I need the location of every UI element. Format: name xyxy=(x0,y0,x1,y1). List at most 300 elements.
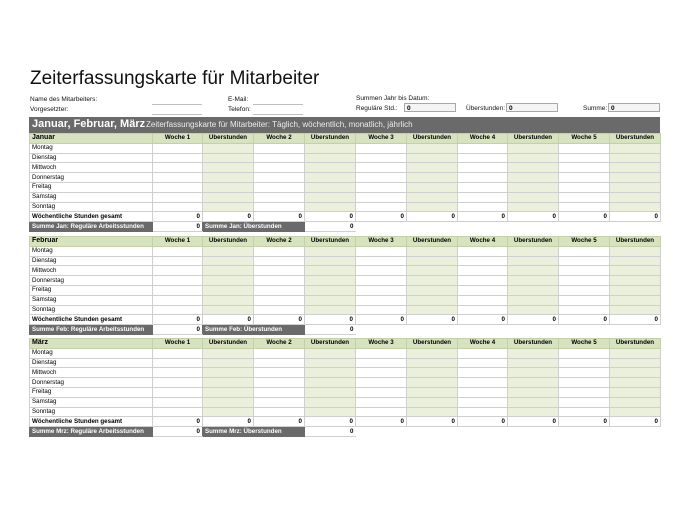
week-header: Woche 2 xyxy=(254,134,305,144)
overtime-cell[interactable] xyxy=(203,348,254,358)
hours-cell[interactable] xyxy=(356,173,407,183)
hours-cell[interactable] xyxy=(254,163,305,173)
hours-cell[interactable] xyxy=(254,182,305,192)
hours-cell[interactable] xyxy=(458,256,508,266)
overtime-cell[interactable] xyxy=(610,305,661,315)
weekly-total-value: 0 xyxy=(610,315,661,325)
weekly-total-value: 0 xyxy=(458,315,508,325)
overtime-cell[interactable] xyxy=(203,202,254,212)
overtime-cell[interactable] xyxy=(407,163,458,173)
overtime-cell[interactable] xyxy=(407,276,458,286)
hours-cell[interactable] xyxy=(356,295,407,305)
overtime-cell[interactable] xyxy=(305,163,356,173)
overtime-cell[interactable] xyxy=(508,368,559,378)
empty-cell xyxy=(610,427,661,437)
hours-cell[interactable] xyxy=(153,202,203,212)
empty-cell xyxy=(559,222,610,232)
overtime-cell[interactable] xyxy=(305,266,356,276)
overtime-cell[interactable] xyxy=(305,407,356,417)
hours-cell[interactable] xyxy=(254,407,305,417)
hours-cell[interactable] xyxy=(356,153,407,163)
overtime-header: Überstunden xyxy=(508,339,559,349)
hours-cell[interactable] xyxy=(254,192,305,202)
hours-cell[interactable] xyxy=(356,182,407,192)
hours-cell[interactable] xyxy=(254,276,305,286)
hours-cell[interactable] xyxy=(458,397,508,407)
overtime-header: Überstunden xyxy=(407,237,458,247)
overtime-cell[interactable] xyxy=(508,202,559,212)
hours-cell[interactable] xyxy=(559,173,610,183)
hours-cell[interactable] xyxy=(153,153,203,163)
overtime-cell[interactable] xyxy=(610,378,661,388)
hours-cell[interactable] xyxy=(153,192,203,202)
weekly-total-value: 0 xyxy=(610,417,661,427)
hours-cell[interactable] xyxy=(458,295,508,305)
overtime-header: Überstunden xyxy=(508,134,559,144)
hours-cell[interactable] xyxy=(559,163,610,173)
hours-cell[interactable] xyxy=(356,407,407,417)
overtime-cell[interactable] xyxy=(305,358,356,368)
weekly-total-label: Wöchentliche Stunden gesamt xyxy=(30,315,153,325)
overtime-cell[interactable] xyxy=(508,387,559,397)
hours-cell[interactable] xyxy=(458,285,508,295)
ytd-heading: Summen Jahr bis Datum: xyxy=(356,95,430,102)
hours-cell[interactable] xyxy=(559,256,610,266)
overtime-cell[interactable] xyxy=(203,266,254,276)
day-label: Mittwoch xyxy=(30,163,153,173)
hours-cell[interactable] xyxy=(153,173,203,183)
overtime-cell[interactable] xyxy=(407,246,458,256)
empty-cell xyxy=(356,222,407,232)
hours-cell[interactable] xyxy=(254,143,305,153)
day-label: Samstag xyxy=(30,192,153,202)
hours-cell[interactable] xyxy=(559,143,610,153)
overtime-cell[interactable] xyxy=(610,192,661,202)
hours-cell[interactable] xyxy=(254,285,305,295)
hours-cell[interactable] xyxy=(559,202,610,212)
hours-cell[interactable] xyxy=(254,358,305,368)
sum-regular-label: Summe Jan: Reguläre Arbeitsstunden xyxy=(30,222,153,232)
overtime-cell[interactable] xyxy=(508,192,559,202)
hours-cell[interactable] xyxy=(356,246,407,256)
weekly-total-value: 0 xyxy=(458,212,508,222)
month-name: März xyxy=(30,339,153,349)
overtime-cell[interactable] xyxy=(610,163,661,173)
overtime-cell[interactable] xyxy=(508,407,559,417)
empty-cell xyxy=(407,325,458,335)
hours-cell[interactable] xyxy=(559,358,610,368)
empty-cell xyxy=(508,427,559,437)
overtime-cell[interactable] xyxy=(305,192,356,202)
overtime-cell[interactable] xyxy=(203,368,254,378)
overtime-cell[interactable] xyxy=(305,397,356,407)
hours-cell[interactable] xyxy=(458,348,508,358)
empty-cell xyxy=(559,325,610,335)
weekly-total-value: 0 xyxy=(153,417,203,427)
day-label: Montag xyxy=(30,143,153,153)
overtime-header: Überstunden xyxy=(305,134,356,144)
hours-cell[interactable] xyxy=(254,202,305,212)
hours-cell[interactable] xyxy=(153,378,203,388)
day-label: Montag xyxy=(30,246,153,256)
overtime-cell[interactable] xyxy=(203,246,254,256)
hours-cell[interactable] xyxy=(153,285,203,295)
overtime-cell[interactable] xyxy=(407,173,458,183)
overtime-header: Überstunden xyxy=(203,339,254,349)
overtime-cell[interactable] xyxy=(407,368,458,378)
hours-cell[interactable] xyxy=(254,378,305,388)
overtime-cell[interactable] xyxy=(203,285,254,295)
hours-cell[interactable] xyxy=(559,368,610,378)
overtime-cell[interactable] xyxy=(305,202,356,212)
overtime-header: Überstunden xyxy=(407,134,458,144)
weekly-total-value: 0 xyxy=(305,212,356,222)
overtime-cell[interactable] xyxy=(407,407,458,417)
overtime-cell[interactable] xyxy=(305,256,356,266)
hours-cell[interactable] xyxy=(458,387,508,397)
overtime-cell[interactable] xyxy=(305,182,356,192)
hours-cell[interactable] xyxy=(356,192,407,202)
hours-cell[interactable] xyxy=(356,266,407,276)
overtime-cell[interactable] xyxy=(407,397,458,407)
hours-cell[interactable] xyxy=(254,153,305,163)
hours-cell[interactable] xyxy=(153,397,203,407)
day-label: Sonntag xyxy=(30,202,153,212)
overtime-cell[interactable] xyxy=(508,305,559,315)
hours-cell[interactable] xyxy=(254,173,305,183)
employee-name-field[interactable] xyxy=(152,104,202,105)
hours-cell[interactable] xyxy=(254,305,305,315)
overtime-cell[interactable] xyxy=(508,173,559,183)
empty-cell xyxy=(356,427,407,437)
hours-cell[interactable] xyxy=(356,387,407,397)
hours-cell[interactable] xyxy=(153,276,203,286)
sum-regular-value: 0 xyxy=(153,325,203,335)
week-header: Woche 1 xyxy=(153,237,203,247)
overtime-cell[interactable] xyxy=(203,305,254,315)
week-header: Woche 3 xyxy=(356,134,407,144)
quarter-subtitle: Zeiterfassungskarte für Mitarbeiter: Täglich, wöchentlich, monatlich, jährlich xyxy=(146,120,413,129)
ytd-total-label: Summe: xyxy=(583,105,608,112)
overtime-header: Überstunden xyxy=(508,237,559,247)
day-label: Donnerstag xyxy=(30,378,153,388)
hours-cell[interactable] xyxy=(356,368,407,378)
month-table-0 xyxy=(29,133,661,232)
hours-cell[interactable] xyxy=(356,285,407,295)
overtime-cell[interactable] xyxy=(305,143,356,153)
day-label: Freitag xyxy=(30,387,153,397)
hours-cell[interactable] xyxy=(356,305,407,315)
hours-cell[interactable] xyxy=(559,387,610,397)
overtime-cell[interactable] xyxy=(508,276,559,286)
overtime-cell[interactable] xyxy=(610,348,661,358)
hours-cell[interactable] xyxy=(153,407,203,417)
week-header: Woche 4 xyxy=(458,339,508,349)
hours-cell[interactable] xyxy=(356,163,407,173)
overtime-header: Überstunden xyxy=(407,339,458,349)
overtime-cell[interactable] xyxy=(305,305,356,315)
empty-cell xyxy=(407,222,458,232)
week-header: Woche 4 xyxy=(458,237,508,247)
overtime-cell[interactable] xyxy=(407,143,458,153)
day-label: Dienstag xyxy=(30,256,153,266)
hours-cell[interactable] xyxy=(254,348,305,358)
empty-cell xyxy=(610,222,661,232)
overtime-cell[interactable] xyxy=(610,276,661,286)
week-header: Woche 5 xyxy=(559,134,610,144)
hours-cell[interactable] xyxy=(254,387,305,397)
day-label: Sonntag xyxy=(30,407,153,417)
overtime-cell[interactable] xyxy=(407,153,458,163)
supervisor-label: Vorgesetzter: xyxy=(30,106,69,113)
hours-cell[interactable] xyxy=(356,348,407,358)
overtime-cell[interactable] xyxy=(610,285,661,295)
overtime-cell[interactable] xyxy=(305,276,356,286)
hours-cell[interactable] xyxy=(458,305,508,315)
overtime-cell[interactable] xyxy=(305,295,356,305)
weekly-total-value: 0 xyxy=(508,417,559,427)
weekly-total-value: 0 xyxy=(203,212,254,222)
hours-cell[interactable] xyxy=(153,266,203,276)
weekly-total-value: 0 xyxy=(203,417,254,427)
overtime-cell[interactable] xyxy=(610,407,661,417)
overtime-cell[interactable] xyxy=(407,295,458,305)
overtime-cell[interactable] xyxy=(610,295,661,305)
weekly-total-value: 0 xyxy=(559,417,610,427)
sum-regular-value: 0 xyxy=(153,427,203,437)
hours-cell[interactable] xyxy=(153,182,203,192)
overtime-cell[interactable] xyxy=(203,276,254,286)
hours-cell[interactable] xyxy=(254,368,305,378)
overtime-cell[interactable] xyxy=(407,348,458,358)
weekly-total-value: 0 xyxy=(153,315,203,325)
hours-cell[interactable] xyxy=(458,182,508,192)
sum-overtime-label: Summe Feb: Überstunden xyxy=(203,325,305,335)
page-title: Zeiterfassungskarte für Mitarbeiter xyxy=(30,68,320,89)
overtime-header: Überstunden xyxy=(305,237,356,247)
hours-cell[interactable] xyxy=(356,143,407,153)
overtime-cell[interactable] xyxy=(203,153,254,163)
hours-cell[interactable] xyxy=(458,276,508,286)
supervisor-field[interactable] xyxy=(152,114,202,115)
overtime-cell[interactable] xyxy=(508,358,559,368)
overtime-header: Überstunden xyxy=(610,339,661,349)
hours-cell[interactable] xyxy=(559,285,610,295)
overtime-cell[interactable] xyxy=(508,143,559,153)
empty-cell xyxy=(559,427,610,437)
overtime-cell[interactable] xyxy=(407,192,458,202)
hours-cell[interactable] xyxy=(254,246,305,256)
hours-cell[interactable] xyxy=(559,378,610,388)
overtime-cell[interactable] xyxy=(407,266,458,276)
overtime-cell[interactable] xyxy=(610,143,661,153)
overtime-cell[interactable] xyxy=(610,173,661,183)
hours-cell[interactable] xyxy=(458,192,508,202)
overtime-cell[interactable] xyxy=(203,163,254,173)
hours-cell[interactable] xyxy=(356,397,407,407)
hours-cell[interactable] xyxy=(559,295,610,305)
overtime-cell[interactable] xyxy=(508,246,559,256)
overtime-cell[interactable] xyxy=(407,378,458,388)
hours-cell[interactable] xyxy=(559,397,610,407)
overtime-cell[interactable] xyxy=(508,295,559,305)
overtime-cell[interactable] xyxy=(407,256,458,266)
ytd-overtime-label: Überstunden: xyxy=(466,105,506,112)
sum-overtime-label: Summe Jan: Überstunden xyxy=(203,222,305,232)
week-header: Woche 2 xyxy=(254,339,305,349)
overtime-cell[interactable] xyxy=(203,173,254,183)
hours-cell[interactable] xyxy=(458,143,508,153)
hours-cell[interactable] xyxy=(458,358,508,368)
hours-cell[interactable] xyxy=(356,378,407,388)
overtime-cell[interactable] xyxy=(407,358,458,368)
empty-cell xyxy=(407,427,458,437)
weekly-total-value: 0 xyxy=(356,417,407,427)
overtime-cell[interactable] xyxy=(407,202,458,212)
weekly-total-label: Wöchentliche Stunden gesamt xyxy=(30,212,153,222)
overtime-cell[interactable] xyxy=(508,182,559,192)
ytd-total-value: 0 xyxy=(608,103,660,112)
overtime-cell[interactable] xyxy=(305,387,356,397)
overtime-cell[interactable] xyxy=(407,387,458,397)
hours-cell[interactable] xyxy=(458,246,508,256)
overtime-cell[interactable] xyxy=(610,182,661,192)
overtime-cell[interactable] xyxy=(203,295,254,305)
overtime-cell[interactable] xyxy=(610,256,661,266)
hours-cell[interactable] xyxy=(356,358,407,368)
hours-cell[interactable] xyxy=(153,368,203,378)
weekly-total-value: 0 xyxy=(254,212,305,222)
month-name: Februar xyxy=(30,237,153,247)
hours-cell[interactable] xyxy=(559,182,610,192)
week-header: Woche 4 xyxy=(458,134,508,144)
hours-cell[interactable] xyxy=(153,358,203,368)
employee-name-label: Name des Mitarbeiters: xyxy=(30,96,98,103)
overtime-cell[interactable] xyxy=(610,246,661,256)
hours-cell[interactable] xyxy=(559,348,610,358)
hours-cell[interactable] xyxy=(458,153,508,163)
overtime-cell[interactable] xyxy=(305,153,356,163)
hours-cell[interactable] xyxy=(559,407,610,417)
overtime-cell[interactable] xyxy=(407,182,458,192)
overtime-header: Überstunden xyxy=(203,237,254,247)
overtime-cell[interactable] xyxy=(610,368,661,378)
hours-cell[interactable] xyxy=(458,266,508,276)
overtime-cell[interactable] xyxy=(407,305,458,315)
overtime-cell[interactable] xyxy=(407,285,458,295)
hours-cell[interactable] xyxy=(458,202,508,212)
hours-cell[interactable] xyxy=(153,348,203,358)
overtime-header: Überstunden xyxy=(203,134,254,144)
hours-cell[interactable] xyxy=(559,246,610,256)
hours-cell[interactable] xyxy=(356,202,407,212)
overtime-cell[interactable] xyxy=(508,397,559,407)
phone-label: Telefon: xyxy=(228,106,251,113)
hours-cell[interactable] xyxy=(153,246,203,256)
overtime-cell[interactable] xyxy=(610,202,661,212)
day-label: Donnerstag xyxy=(30,276,153,286)
hours-cell[interactable] xyxy=(458,368,508,378)
email-field[interactable] xyxy=(253,104,303,105)
overtime-cell[interactable] xyxy=(508,256,559,266)
weekly-total-value: 0 xyxy=(356,212,407,222)
overtime-cell[interactable] xyxy=(305,285,356,295)
overtime-header: Überstunden xyxy=(305,339,356,349)
overtime-cell[interactable] xyxy=(203,256,254,266)
hours-cell[interactable] xyxy=(356,276,407,286)
overtime-cell[interactable] xyxy=(508,378,559,388)
hours-cell[interactable] xyxy=(356,256,407,266)
overtime-cell[interactable] xyxy=(610,153,661,163)
overtime-cell[interactable] xyxy=(305,378,356,388)
overtime-cell[interactable] xyxy=(203,192,254,202)
hours-cell[interactable] xyxy=(153,143,203,153)
ytd-regular-value: 0 xyxy=(404,103,456,112)
overtime-cell[interactable] xyxy=(305,173,356,183)
hours-cell[interactable] xyxy=(153,387,203,397)
hours-cell[interactable] xyxy=(153,163,203,173)
overtime-cell[interactable] xyxy=(508,153,559,163)
day-label: Dienstag xyxy=(30,153,153,163)
overtime-cell[interactable] xyxy=(203,143,254,153)
weekly-total-value: 0 xyxy=(305,315,356,325)
hours-cell[interactable] xyxy=(153,305,203,315)
overtime-cell[interactable] xyxy=(305,368,356,378)
hours-cell[interactable] xyxy=(458,173,508,183)
weekly-total-value: 0 xyxy=(610,212,661,222)
hours-cell[interactable] xyxy=(458,378,508,388)
overtime-cell[interactable] xyxy=(508,285,559,295)
hours-cell[interactable] xyxy=(559,276,610,286)
hours-cell[interactable] xyxy=(559,192,610,202)
overtime-cell[interactable] xyxy=(508,163,559,173)
overtime-cell[interactable] xyxy=(203,378,254,388)
overtime-cell[interactable] xyxy=(305,246,356,256)
hours-cell[interactable] xyxy=(458,407,508,417)
overtime-cell[interactable] xyxy=(203,397,254,407)
overtime-cell[interactable] xyxy=(203,387,254,397)
overtime-cell[interactable] xyxy=(610,387,661,397)
hours-cell[interactable] xyxy=(254,266,305,276)
hours-cell[interactable] xyxy=(153,256,203,266)
hours-cell[interactable] xyxy=(559,305,610,315)
overtime-cell[interactable] xyxy=(610,358,661,368)
empty-cell xyxy=(508,222,559,232)
overtime-cell[interactable] xyxy=(610,397,661,407)
overtime-cell[interactable] xyxy=(203,358,254,368)
overtime-cell[interactable] xyxy=(203,182,254,192)
overtime-cell[interactable] xyxy=(610,266,661,276)
hours-cell[interactable] xyxy=(254,397,305,407)
overtime-cell[interactable] xyxy=(508,348,559,358)
hours-cell[interactable] xyxy=(458,163,508,173)
phone-field[interactable] xyxy=(253,114,303,115)
week-header: Woche 1 xyxy=(153,339,203,349)
hours-cell[interactable] xyxy=(254,256,305,266)
weekly-total-value: 0 xyxy=(508,212,559,222)
overtime-cell[interactable] xyxy=(305,348,356,358)
sum-regular-label: Summe Feb: Reguläre Arbeitsstunden xyxy=(30,325,153,335)
hours-cell[interactable] xyxy=(153,295,203,305)
hours-cell[interactable] xyxy=(254,295,305,305)
ytd-overtime-value: 0 xyxy=(506,103,558,112)
hours-cell[interactable] xyxy=(559,266,610,276)
day-label: Sonntag xyxy=(30,305,153,315)
hours-cell[interactable] xyxy=(559,153,610,163)
overtime-cell[interactable] xyxy=(203,407,254,417)
sum-overtime-label: Summe Mrz: Überstunden xyxy=(203,427,305,437)
overtime-cell[interactable] xyxy=(508,266,559,276)
